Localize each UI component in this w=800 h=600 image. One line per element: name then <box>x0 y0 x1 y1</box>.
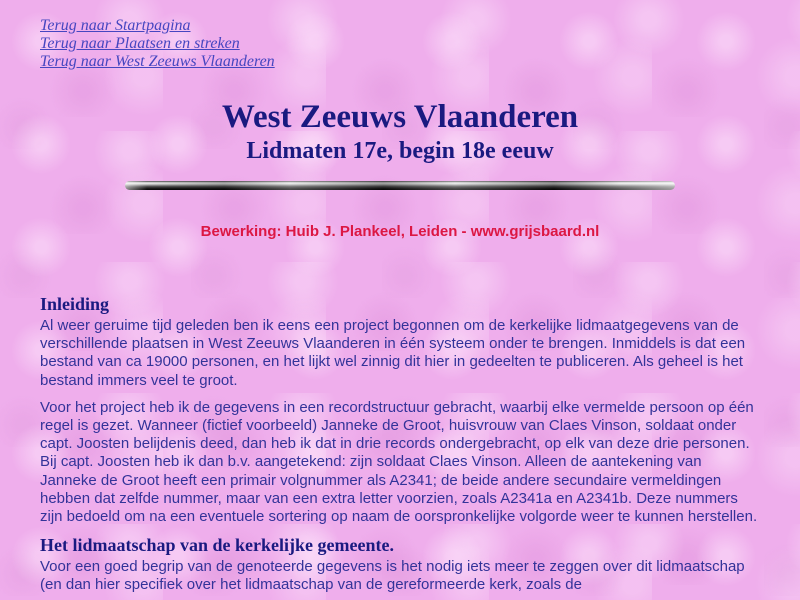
credit-line: Bewerking: Huib J. Plankeel, Leiden - www.grijsbaard.nl <box>200 223 600 240</box>
paragraph-recordstructuur: Voor het project heb ik de gegevens in een recordstructuur gebracht, waarbij elke vermelde persoon op één regel is gezet. Wanneer (fictief voorbeeld) Janneke de Groot, huisvrouw van Claes Vinson, soldaat onder capt. Joosten belijdenis deed, dan heb ik dat in drie records ondergebracht, op elk van deze drie personen. Bij capt. Joosten heb ik dan b.v. aangetekend: zijn soldaat Claes Vinson. Alleen de aantekening van Janneke de Groot heeft een primair volgnummer als A2341; de beide andere secundaire vermeldingen hebben dat zelfde nummer, maar van een extra letter voorzien, zoals A2341a en A2341b. Deze nummers zijn bedoeld om na een eventuele sortering op naam de oorspronkelijke volgorde weer te kunnen herstellen. <box>40 398 758 526</box>
link-terug-naar-plaatsen-en-streken[interactable]: Terug naar Plaatsen en streken <box>40 35 240 52</box>
section-heading-inleiding: Inleiding <box>40 294 110 314</box>
section-inleiding <box>40 294 760 526</box>
page-title: West Zeeuws Vlaanderen <box>221 99 579 135</box>
link-terug-naar-west-zeeuws-vlaanderen[interactable]: Terug naar West Zeeuws Vlaanderen <box>40 53 275 70</box>
link-terug-naar-startpagina[interactable]: Terug naar Startpagina <box>40 17 191 34</box>
horizontal-rule <box>125 181 675 190</box>
section-heading-lidmaatschap: Het lidmaatschap van de kerkelijke gemeente. <box>40 535 394 556</box>
page-subtitle: Lidmaten 17e, begin 18e eeuw <box>246 138 554 164</box>
back-links-nav <box>40 17 760 71</box>
paragraph-lidmaatschap: Voor een goed begrip van de genoteerde gegevens is het nodig iets meer te zeggen over dit lidmaatschap (en dan hier specifiek over het lidmaatschap van de gereformeerde kerk, zoals de <box>40 558 745 594</box>
paragraph-project-intro: Al weer geruime tijd geleden ben ik eens een project begonnen om de kerkelijke lidmaatgegevens van de verschillende plaatsen in West Zeeuws Vlaanderen in één systeem onder te brengen. Inmiddels is dat een bestand van ca 19000 personen, en het lijkt wel zinnig dit hier in gedeelten te publiceren. Als geheel is het bestand immers veel te groot. <box>40 317 746 389</box>
section-lidmaatschap <box>40 535 760 594</box>
